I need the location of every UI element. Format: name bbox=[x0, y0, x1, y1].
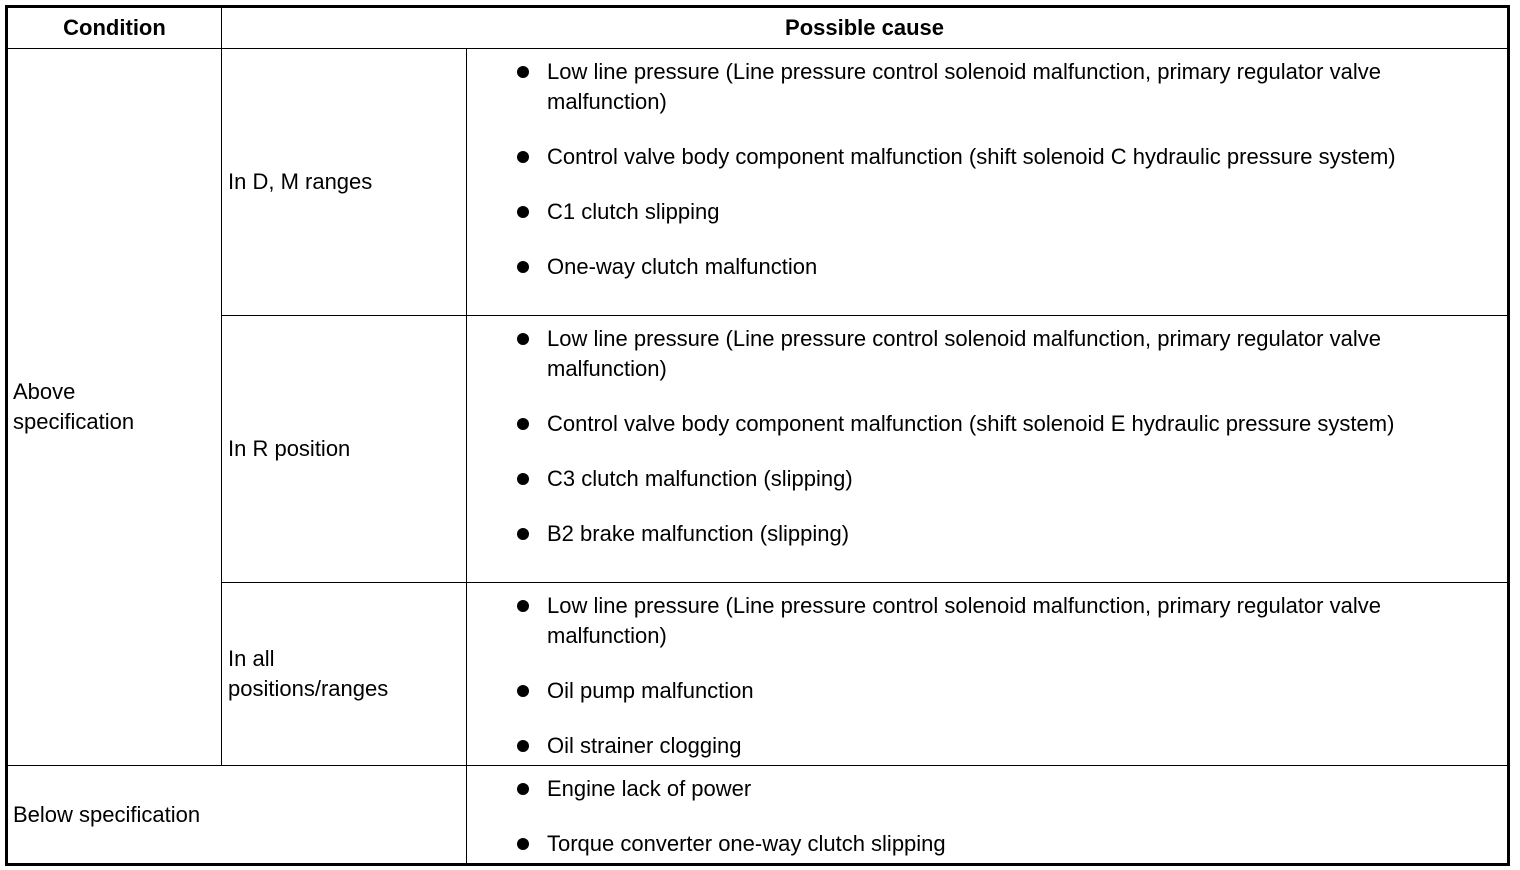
cause-text: Low line pressure (Line pressure control solenoid malfunction, primary regulator valve malfunction) bbox=[547, 326, 1381, 381]
table-row bbox=[7, 766, 1509, 865]
cause-text: Oil pump malfunction bbox=[547, 678, 754, 703]
diagnosis-table bbox=[5, 5, 1510, 866]
cause-text: One-way clutch malfunction bbox=[547, 254, 818, 279]
cause-list bbox=[467, 49, 1507, 282]
bullet-icon bbox=[517, 206, 529, 218]
bullet-icon bbox=[517, 528, 529, 540]
list-item bbox=[467, 409, 1507, 439]
causes-cell-d-m-ranges bbox=[467, 49, 1509, 316]
bullet-icon bbox=[517, 685, 529, 697]
cause-text: Torque converter one-way clutch slipping bbox=[547, 831, 946, 856]
sub-condition-label: In all positions/ranges bbox=[228, 646, 389, 701]
cause-list bbox=[467, 316, 1507, 549]
cause-text: C3 clutch malfunction (slipping) bbox=[547, 466, 853, 491]
sub-condition-d-m-ranges bbox=[222, 49, 467, 316]
list-item bbox=[467, 464, 1507, 494]
bullet-icon bbox=[517, 261, 529, 273]
condition-label: Below specification bbox=[13, 801, 201, 827]
bullet-icon bbox=[517, 151, 529, 163]
cause-text: Engine lack of power bbox=[547, 776, 752, 801]
cause-list bbox=[467, 766, 1507, 859]
bullet-icon bbox=[517, 783, 529, 795]
list-item bbox=[467, 57, 1507, 117]
condition-label: Above specification bbox=[13, 379, 135, 434]
cause-text: Oil strainer clogging bbox=[547, 733, 742, 758]
cause-list bbox=[467, 583, 1507, 761]
header-row bbox=[7, 7, 1509, 49]
causes-cell-r-position bbox=[467, 316, 1509, 583]
causes-cell-below-specification bbox=[467, 766, 1509, 865]
sub-condition-all-positions bbox=[222, 583, 467, 766]
list-item bbox=[467, 774, 1507, 804]
sub-condition-label: In R position bbox=[228, 436, 351, 461]
list-item bbox=[467, 197, 1507, 227]
bullet-icon bbox=[517, 838, 529, 850]
bullet-icon bbox=[517, 473, 529, 485]
list-item bbox=[467, 829, 1507, 859]
sub-condition-label: In D, M ranges bbox=[228, 169, 373, 194]
bullet-icon bbox=[517, 418, 529, 430]
cause-text: Low line pressure (Line pressure control solenoid malfunction, primary regulator valve malfunction) bbox=[547, 59, 1381, 114]
causes-cell-all-positions bbox=[467, 583, 1509, 766]
list-item bbox=[467, 252, 1507, 282]
condition-above-specification bbox=[7, 49, 222, 766]
header-possible-cause: Possible cause bbox=[222, 7, 1509, 49]
table-row bbox=[7, 49, 1509, 316]
bullet-icon bbox=[517, 600, 529, 612]
sub-condition-r-position bbox=[222, 316, 467, 583]
cause-text: Control valve body component malfunction (shift solenoid C hydraulic pressure system) bbox=[547, 144, 1396, 169]
condition-below-specification bbox=[7, 766, 467, 865]
table-row bbox=[7, 583, 1509, 766]
bullet-icon bbox=[517, 66, 529, 78]
list-item bbox=[467, 324, 1507, 384]
bullet-icon bbox=[517, 333, 529, 345]
list-item bbox=[467, 591, 1507, 651]
cause-text: Low line pressure (Line pressure control solenoid malfunction, primary regulator valve malfunction) bbox=[547, 593, 1381, 648]
cause-text: B2 brake malfunction (slipping) bbox=[547, 521, 850, 546]
list-item bbox=[467, 142, 1507, 172]
list-item bbox=[467, 519, 1507, 549]
header-condition: Condition bbox=[7, 7, 222, 49]
list-item bbox=[467, 676, 1507, 706]
table-row bbox=[7, 316, 1509, 583]
cause-text: Control valve body component malfunction (shift solenoid E hydraulic pressure system) bbox=[547, 411, 1395, 436]
list-item bbox=[467, 731, 1507, 761]
bullet-icon bbox=[517, 740, 529, 752]
cause-text: C1 clutch slipping bbox=[547, 199, 720, 224]
